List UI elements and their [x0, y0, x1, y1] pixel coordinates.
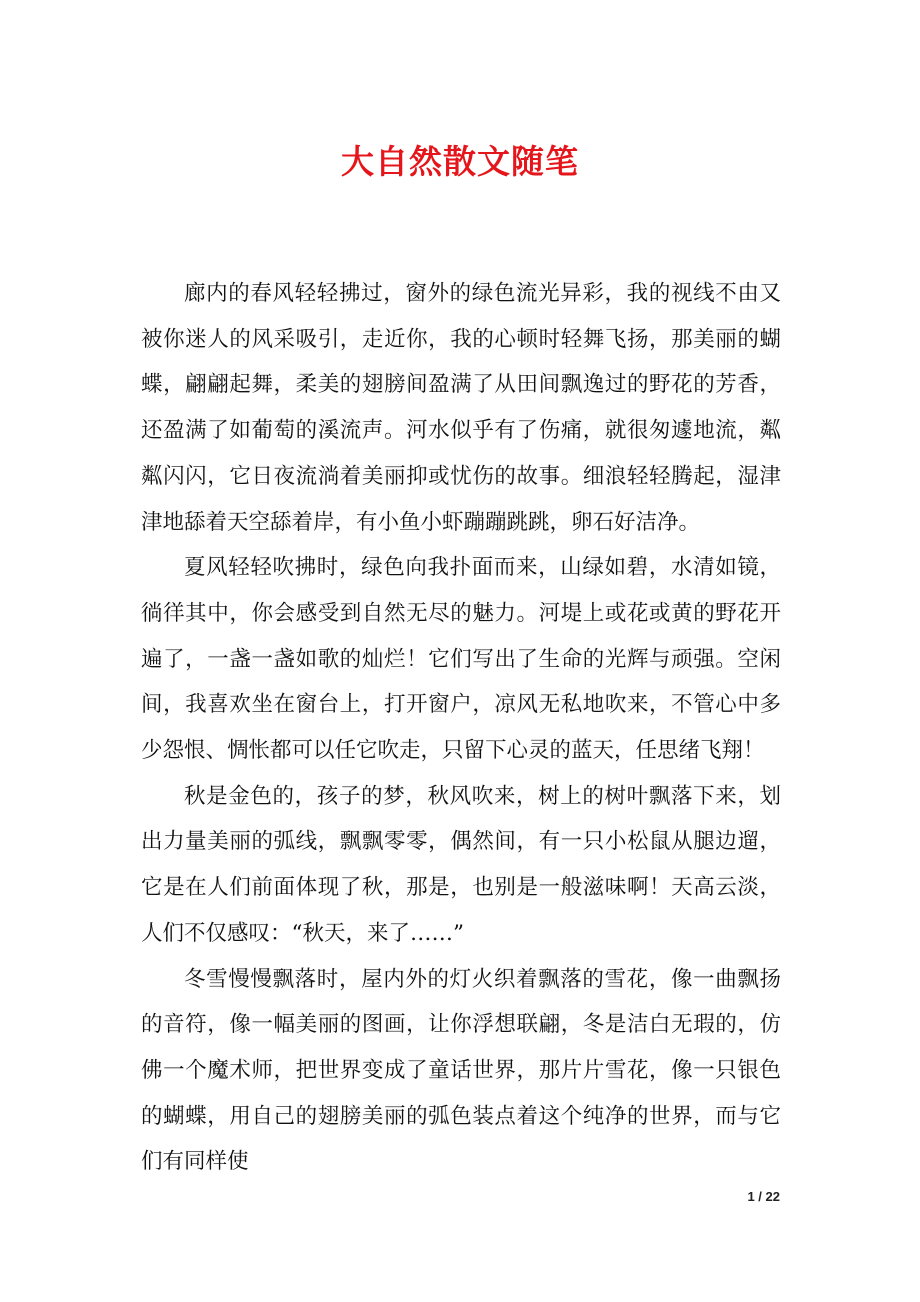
paragraph-summer: 夏风轻轻吹拂时，绿色向我扑面而来，山绿如碧，水清如镜，徜徉其中，你会感受到自然无尽的魅力。河堤上或花或黄的野花开遍了，一盏一盏如歌的灿烂！它们写出了生命的光辉与顽强。空闲间，我喜欢坐在窗台上，打开窗户，凉风无私地吹来，不管心中多少怨恨、惆怅都可以任它吹走，只留下心灵的蓝天，任思绪飞翔！ — [141, 555, 781, 764]
paragraph-autumn: 秋是金色的，孩子的梦，秋风吹来，树上的树叶飘落下来，划出力量美丽的弧线，飘飘零零，偶然间，有一只小松鼠从腿边遛，它是在人们前面体现了秋，那是，也别是一般滋味啊！天高云淡，人们不仅感叹：“秋天，来了……” — [141, 783, 781, 946]
document-title: 大自然散文随笔 — [341, 142, 579, 181]
document-body — [141, 271, 781, 1185]
paragraph-spring: 廊内的春风轻轻拂过，窗外的绿色流光异彩，我的视线不由又被你迷人的风采吸引，走近你，我的心顿时轻舞飞扬，那美丽的蝴蝶，翩翩起舞，柔美的翅膀间盈满了从田间飘逸过的野花的芳香，还盈满了如葡萄的溪流声。河水似乎有了伤痛，就很匆遽地流，粼粼闪闪，它日夜流淌着美丽抑或忧伤的故事。细浪轻轻腾起，湿津津地舔着天空舔着岸，有小鱼小虾蹦蹦跳跳，卵石好洁净。 — [141, 281, 781, 535]
page-number: 1 / 22 — [747, 1189, 780, 1204]
paragraph-winter: 冬雪慢慢飘落时，屋内外的灯火织着飘落的雪花，像一曲飘扬的音符，像一幅美丽的图画，让你浮想联翩，冬是洁白无瑕的，仿佛一个魔术师，把世界变成了童话世界，那片片雪花，像一只银色的蝴蝶，用自己的翅膀美丽的弧色装点着这个纯净的世界，而与它们有同样使 — [141, 966, 781, 1175]
